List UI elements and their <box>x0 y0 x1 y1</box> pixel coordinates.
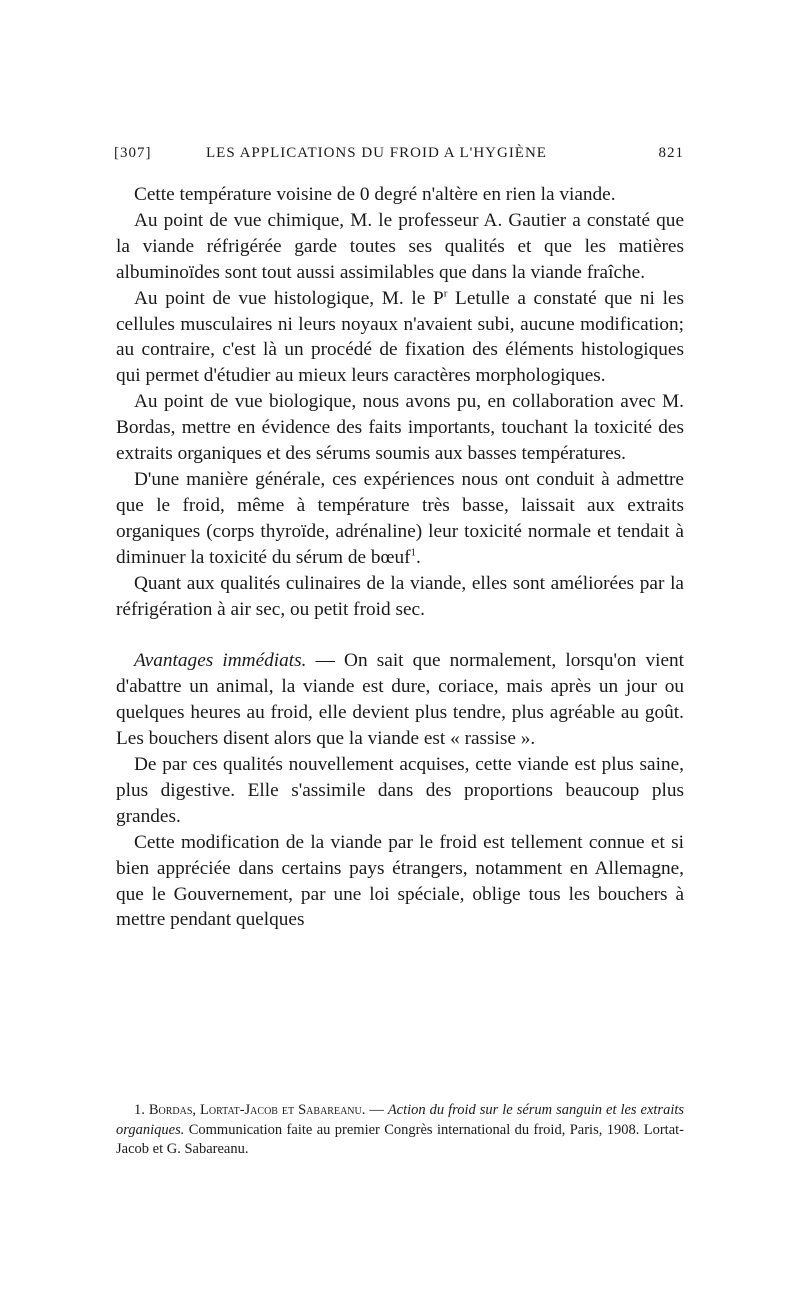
paragraph-histological <box>116 286 684 390</box>
footnote-details: Communication faite au premier Congrès international du froid, Paris, 1908. Lortat-Jacob et G. Sabareanu. <box>116 1121 684 1157</box>
paragraph-text: Au point de vue histologique, M. le P <box>134 287 444 309</box>
paragraph-germany: Cette modification de la viande par le froid est tellement connue et si bien appréciée dans certains pays étrangers, notamment en Allemagne, que le Gouvernement, par une loi spéciale, oblige tous les bouchers à mettre pendant quelques <box>116 831 684 931</box>
section-heading: Avantages immédiats. <box>134 650 307 672</box>
paragraph-text: D'une manière générale, ces expériences nous ont conduit à admettre que le froid, même à température très basse, laissait aux extraits organiques (corps thyroïde, adrénaline) leur toxicité normale et tendait à diminuer la toxicité du sérum de bœuf <box>116 468 684 568</box>
paragraph-text: Letulle a constaté que ni les cellules musculaires ni leurs noyaux n'avaient subi, aucune modification; au contraire, c'est là un procédé de fixation des éléments histologiques qui permet d'étudier au mieux leurs caractères morphologiques. <box>116 287 684 387</box>
footnote-number: 1. <box>134 1102 149 1118</box>
footnote-text <box>116 1101 684 1160</box>
paragraph-text: . <box>416 546 421 568</box>
footnote-title: Action du froid sur le sérum sanguin et les extraits organiques. <box>116 1102 685 1138</box>
paragraph-advantages <box>116 648 684 752</box>
body-text <box>116 182 684 933</box>
running-title: LES APPLICATIONS DU FROID A L'HYGIÈNE <box>206 145 547 161</box>
paragraph-chemical: Au point de vue chimique, M. le professeur A. Gautier a constaté que la viande réfrigérée garde toutes ses qualités et que les matières albuminoïdes sont tout aussi assimilables que dans la viande fraîche. <box>116 209 684 283</box>
footnote-authors: Bordas, Lortat-Jacob et Sabareanu. <box>148 1102 366 1118</box>
footnote-reference: 1 <box>410 546 417 559</box>
paragraph-temperature: Cette température voisine de 0 degré n'altère en rien la viande. <box>134 184 616 205</box>
paragraph-qualities: De par ces qualités nouvellement acquises, cette viande est plus saine, plus digestive. Elle s'assimile dans des proportions beaucoup plus grandes. <box>116 754 684 827</box>
paragraph-culinary: Quant aux qualités culinaires de la viande, elles sont améliorées par la réfrigération à air sec, ou petit froid sec. <box>116 572 684 620</box>
footnote-dash: — <box>365 1102 388 1118</box>
paragraph-text: — On sait que normalement, lorsqu'on vient d'abattre un animal, la viande est dure, coriace, mais après un jour ou quelques heures au froid, elle devient plus tendre, plus agréable au goût. Les bouchers disent alors que la viande est « rassise ». <box>116 650 685 750</box>
paragraph-general <box>116 467 684 571</box>
abbreviation-superscript: r <box>443 287 448 300</box>
section-number: [307] <box>114 145 152 161</box>
paragraph-biological: Au point de vue biologique, nous avons pu, en collaboration avec M. Bordas, mettre en évidence des faits importants, touchant la toxicité des extraits organiques et des sérums soumis aux basses températures. <box>116 391 684 465</box>
footnote <box>116 1101 684 1160</box>
page-number: 821 <box>658 145 684 161</box>
